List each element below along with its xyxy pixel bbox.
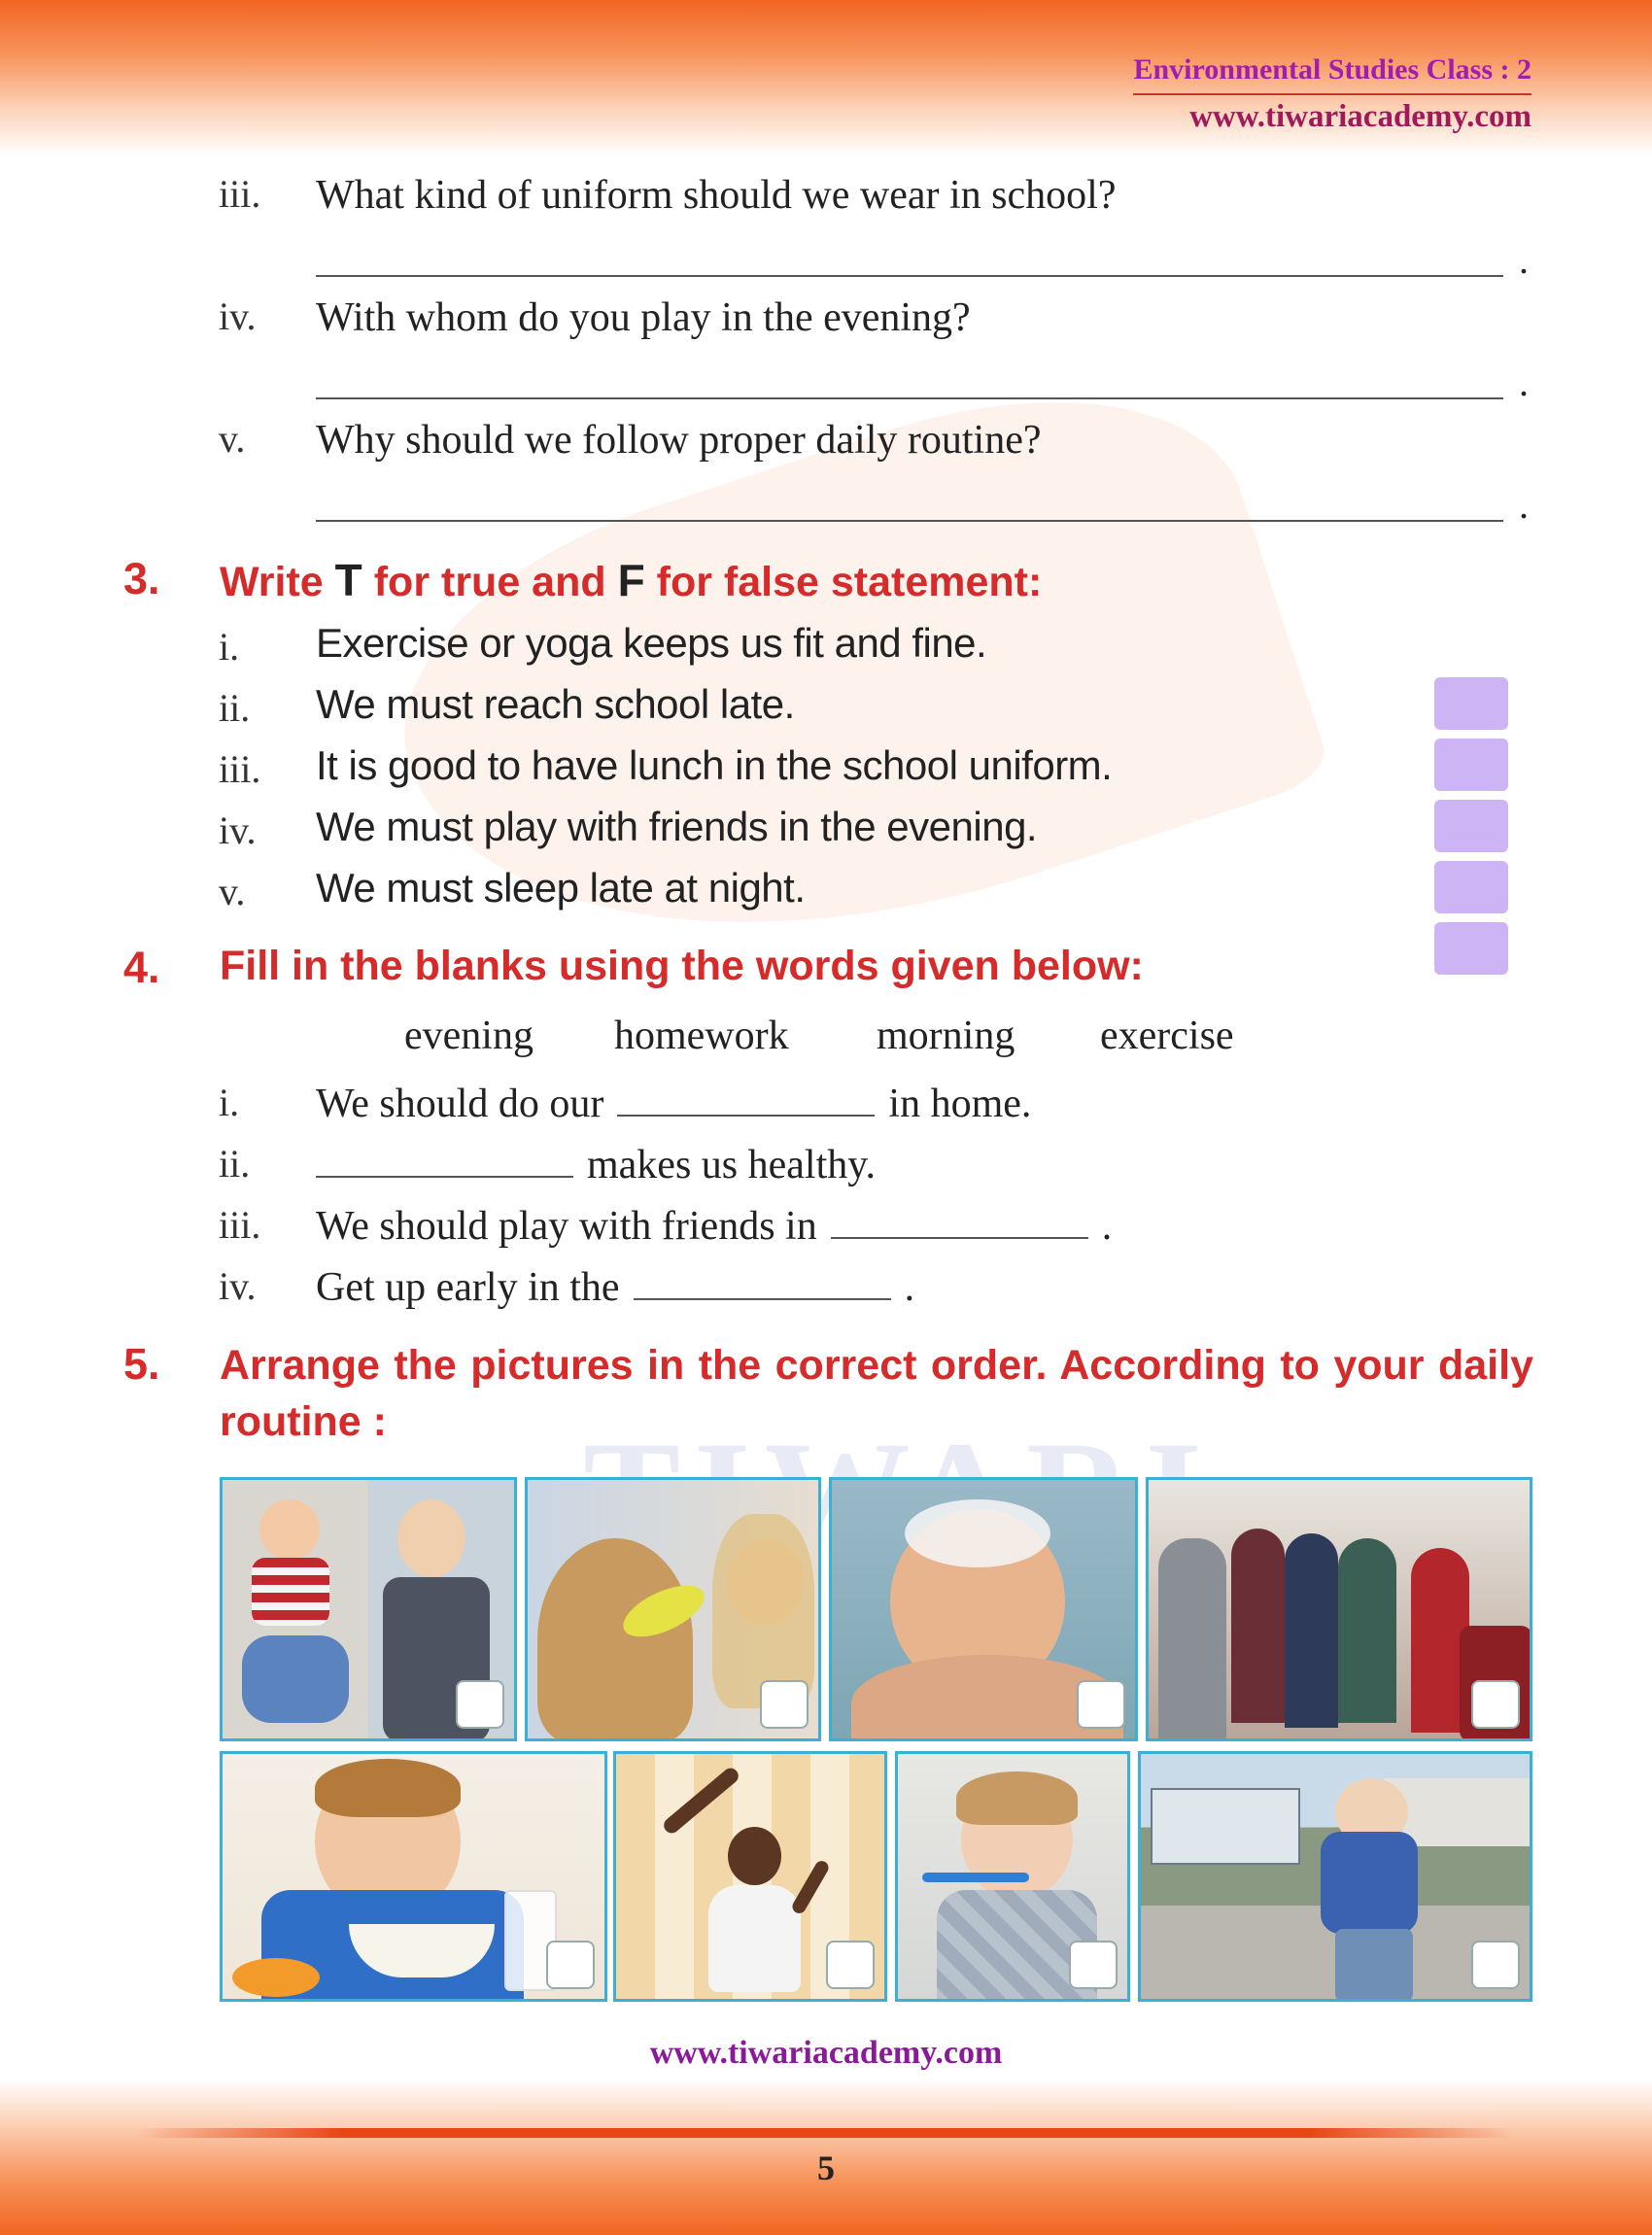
word-bank-item: morning [877,1014,1015,1058]
word-bank-item: evening [404,1014,533,1058]
answer-end: . [1519,361,1529,404]
answer-box[interactable] [1434,922,1508,975]
order-checkbox[interactable] [760,1680,809,1729]
statement-number: iii. [219,747,261,791]
picture-family-gathering [1146,1477,1532,1741]
answer-box[interactable] [1434,861,1508,913]
section-4-number: 4. [123,943,160,992]
blank-line[interactable] [634,1290,891,1300]
picture-combing-hair [525,1477,821,1741]
section-5-number: 5. [123,1339,160,1389]
footer-url[interactable]: www.tiwariacademy.com [649,2035,1003,2071]
statement-number: iv. [219,808,257,852]
word-bank-item: homework [614,1014,789,1058]
blank-sentence: makes us healthy. [316,1141,876,1189]
word-bank-item: exercise [1100,1014,1234,1058]
order-checkbox[interactable] [456,1680,504,1729]
question-text: With whom do you play in the evening? [316,295,971,340]
blank-sentence: We should do our in home. [316,1082,1032,1126]
header-url[interactable]: www.tiwariacademy.com [1189,99,1532,134]
statement-text: We must sleep late at night. [316,865,806,911]
question-text: What kind of uniform should we wear in school? [316,173,1117,218]
picture-exercise [613,1751,887,2002]
section-4-heading: Fill in the blanks using the words given below: [220,943,1144,989]
blank-sentence: We should play with friends in . [316,1204,1113,1249]
order-checkbox[interactable] [1069,1941,1118,1989]
statement-number: ii. [219,686,251,730]
answer-box[interactable] [1434,800,1508,852]
picture-eating-breakfast [220,1751,607,2002]
question-text: Why should we follow proper daily routine? [316,418,1042,463]
blank-number: i. [219,1081,240,1124]
statement-number: v. [219,870,246,913]
blank-sentence: Get up early in the . [316,1265,915,1310]
section-3-number: 3. [123,554,160,603]
order-checkbox[interactable] [826,1941,875,1989]
picture-brushing-teeth [895,1751,1130,2002]
question-number: iii. [219,172,261,216]
blank-line[interactable] [617,1107,875,1117]
statement-text: It is good to have lunch in the school uniform. [316,742,1113,788]
blank-number: iv. [219,1264,257,1308]
page-number: 5 [817,2149,835,2187]
blank-line[interactable] [831,1229,1088,1239]
footer-rule [136,2128,1516,2138]
question-number: v. [219,417,246,461]
picture-bathing-baby [829,1477,1138,1741]
blank-line[interactable] [316,1168,573,1178]
statement-text: We must play with friends in the evening. [316,804,1038,849]
question-number: iv. [219,294,257,338]
order-checkbox[interactable] [1077,1680,1125,1729]
order-checkbox[interactable] [1471,1680,1520,1729]
answer-box[interactable] [1434,677,1508,730]
answer-end: . [1519,483,1529,527]
answer-line[interactable] [316,275,1503,277]
section-5-heading: Arrange the pictures in the correct order. According to your daily routine : [220,1342,1533,1445]
answer-line[interactable] [316,520,1503,522]
section-3-heading: Write T for true and F for false statement: [220,555,1043,605]
order-checkbox[interactable] [1471,1941,1520,1989]
answer-box[interactable] [1434,739,1508,791]
statement-text: Exercise or yoga keeps us fit and fine. [316,620,987,666]
picture-going-to-school [1138,1751,1532,2002]
statement-number: i. [219,625,240,669]
order-checkbox[interactable] [546,1941,595,1989]
picture-toilet-handwash [220,1477,517,1741]
header-title: Environmental Studies Class : 2 [1133,53,1532,86]
answer-line[interactable] [316,397,1503,399]
header-rule [1133,93,1532,95]
blank-number: ii. [219,1142,251,1186]
blank-number: iii. [219,1203,261,1247]
answer-end: . [1519,238,1529,282]
statement-text: We must reach school late. [316,681,795,727]
